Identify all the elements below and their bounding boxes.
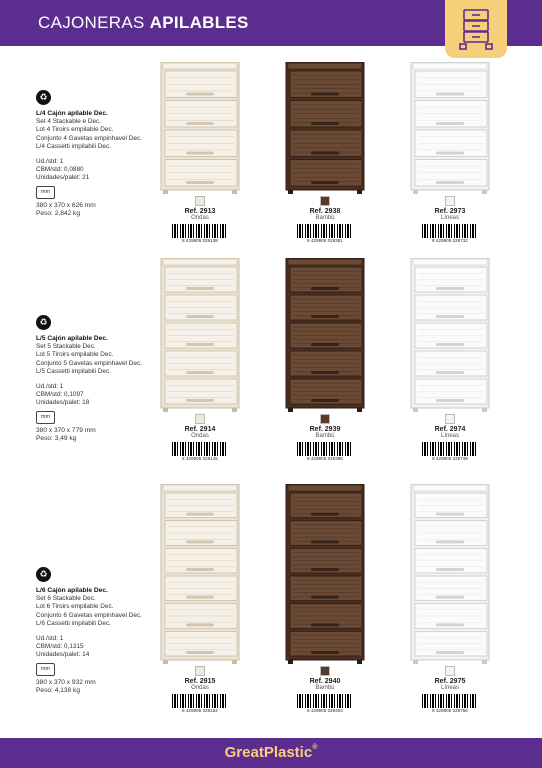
drawer-cabinet-image (159, 258, 241, 412)
barcode-image (297, 442, 353, 456)
product-ref: Ref. 2974 (434, 426, 466, 433)
cbm-std: CBM/std: 0,0880 (36, 166, 84, 174)
product-card (155, 484, 245, 713)
barcode-image (422, 694, 478, 708)
barcode-number: 8 429905 029152 (182, 708, 218, 713)
product-pattern: Líneas (440, 215, 459, 221)
units-palet: Unidades/palet: 18 (36, 399, 90, 407)
color-swatch (195, 196, 205, 206)
section-3-info (36, 567, 146, 695)
product-card (405, 484, 495, 713)
product-ref: Ref. 2940 (309, 678, 341, 685)
desc-line: Set 6 Stackable Dec. (36, 595, 96, 603)
units-palet: Unidades/palet: 21 (36, 174, 90, 182)
color-swatch (195, 666, 205, 676)
product-name: L/4 Cajón apilable Dec. (36, 110, 108, 117)
product-name: L/5 Cajón apilable Dec. (36, 335, 108, 342)
product-card (155, 258, 245, 461)
page-title: CAJONERAS APILABLES (38, 13, 249, 32)
product-pattern: Líneas (440, 685, 459, 691)
barcode-image (297, 694, 353, 708)
product-ref: Ref. 2913 (184, 208, 216, 215)
product-pattern: Líneas (440, 433, 459, 439)
drawer-cabinet-image (159, 484, 241, 664)
drawer-cabinet-image (409, 484, 491, 664)
barcode-image (422, 442, 478, 456)
desc-line: Conjunto 6 Gavetas empinhavel Dec. (36, 611, 142, 619)
ruler-icon: mm (36, 411, 55, 424)
barcode-number: 8 429905 029756 (432, 708, 468, 713)
drawers-badge (445, 0, 507, 58)
product-name: L/6 Cajón apilable Dec. (36, 587, 108, 594)
color-swatch (320, 414, 330, 424)
product-ref: Ref. 2973 (434, 208, 466, 215)
page-footer (0, 738, 542, 768)
barcode-number: 8 429905 029398 (307, 456, 343, 461)
product-card (280, 258, 370, 461)
section-2-info (36, 315, 146, 443)
barcode-number: 8 429905 029749 (432, 456, 468, 461)
desc-line: Set 5 Stackable Dec. (36, 343, 96, 351)
ruler-icon: mm (36, 186, 55, 199)
product-ref: Ref. 2915 (184, 678, 216, 685)
cbm-std: CBM/std: 0,1315 (36, 643, 84, 651)
barcode-number: 8 429905 029404 (307, 708, 343, 713)
product-card (155, 62, 245, 243)
barcode-image (172, 694, 228, 708)
product-ref: Ref. 2914 (184, 426, 216, 433)
product-pattern: Ondas (191, 433, 209, 439)
brand-logo: GreatPlastic® (224, 744, 318, 761)
barcode-number: 8 429905 029145 (182, 456, 218, 461)
ud-std: Ud./std: 1 (36, 158, 64, 166)
recycle-icon: ♻ (36, 315, 51, 330)
color-swatch (195, 414, 205, 424)
barcode-number: 8 429905 029138 (182, 238, 218, 243)
drawers-icon (445, 0, 507, 58)
recycle-icon: ♻ (36, 567, 51, 582)
barcode-number: 8 429905 029732 (432, 238, 468, 243)
desc-line: Lot 5 Tiroirs empilable Dec. (36, 351, 114, 359)
barcode-image (422, 224, 478, 238)
product-card (405, 258, 495, 461)
barcode-number: 8 429905 029381 (307, 238, 343, 243)
product-ref: Ref. 2938 (309, 208, 341, 215)
desc-line: Conjunto 4 Gavetas empinhavel Dec. (36, 134, 142, 142)
drawer-cabinet-image (409, 62, 491, 194)
section-1-info (36, 90, 146, 218)
dimensions: 380 x 370 x 626 mm (36, 201, 96, 209)
drawer-cabinet-image (409, 258, 491, 412)
dimensions: 380 x 370 x 779 mm (36, 426, 96, 434)
product-pattern: Bambú (315, 685, 335, 691)
desc-line: L/6 Cassetti impilabili Dec. (36, 619, 111, 627)
barcode-image (172, 224, 228, 238)
product-pattern: Bambú (315, 433, 335, 439)
product-ref: Ref. 2975 (434, 678, 466, 685)
units-palet: Unidades/palet: 14 (36, 651, 90, 659)
weight: Peso: 2,842 kg (36, 209, 80, 217)
ruler-icon: mm (36, 663, 55, 676)
barcode-image (172, 442, 228, 456)
product-pattern: Ondas (191, 215, 209, 221)
product-ref: Ref. 2939 (309, 426, 341, 433)
drawer-cabinet-image (159, 62, 241, 194)
barcode-image (297, 224, 353, 238)
drawer-cabinet-image (284, 258, 366, 412)
desc-line: Lot 6 Tiroirs empilable Dec. (36, 603, 114, 611)
product-card (280, 484, 370, 713)
color-swatch (445, 196, 455, 206)
product-card (280, 62, 370, 243)
desc-line: Set 4 Stackable e Dec. (36, 118, 102, 126)
drawer-cabinet-image (284, 484, 366, 664)
weight: Peso: 4,138 kg (36, 686, 80, 694)
desc-line: Conjunto 5 Gavetas empinhavel Dec. (36, 359, 142, 367)
color-swatch (445, 414, 455, 424)
recycle-icon: ♻ (36, 90, 51, 105)
dimensions: 380 x 370 x 932 mm (36, 678, 96, 686)
desc-line: L/4 Cassetti impilabili Dec. (36, 142, 111, 150)
color-swatch (445, 666, 455, 676)
weight: Peso: 3,49 kg (36, 434, 77, 442)
drawer-cabinet-image (284, 62, 366, 194)
desc-line: Lot 4 Tiroirs empilable Dec. (36, 126, 114, 134)
product-card (405, 62, 495, 243)
color-swatch (320, 666, 330, 676)
product-pattern: Bambú (315, 215, 335, 221)
ud-std: Ud./std: 1 (36, 635, 64, 643)
product-pattern: Ondas (191, 685, 209, 691)
desc-line: L/5 Cassetti impilabili Dec. (36, 367, 111, 375)
color-swatch (320, 196, 330, 206)
cbm-std: CBM/std: 0,1097 (36, 391, 84, 399)
ud-std: Ud./std: 1 (36, 383, 64, 391)
